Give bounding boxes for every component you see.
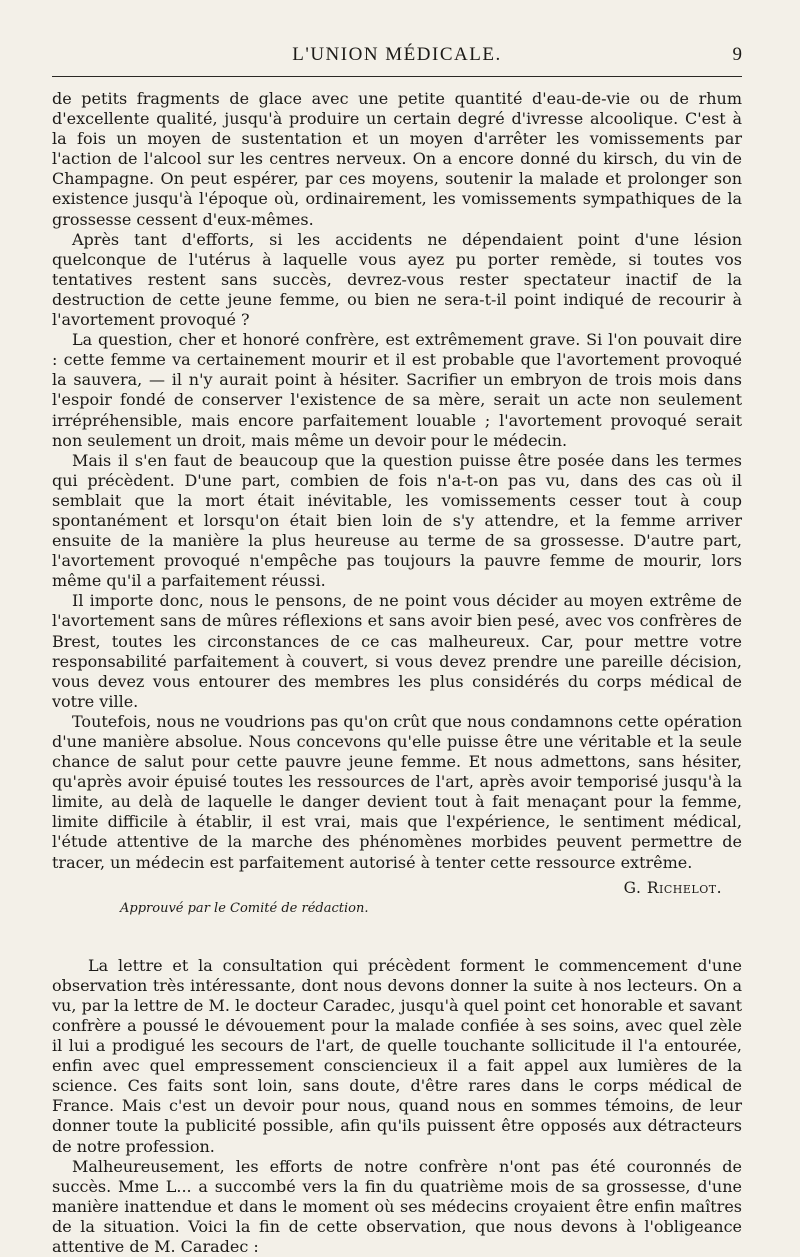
page-number: 9 bbox=[732, 44, 742, 65]
paragraph-7: La lettre et la consultation qui précèdent forment le commencement d'une observation très intéressante, dont nous devons donner la suite à nos lecteurs. On a vu, par la lettre de M. le docteur Caradec, jusqu'à quel point cet honorable et savant confrère a poussé le dévouement pour la malade confiée à ses soins, avec quel zèle il lui a prodigué les secours de l'art, de quelle touchante sollicitude il l'a entourée, enfin avec quel empressement consciencieux il a fait appel aux lumières de la science. Ces faits sont loin, sans doute, d'être rares dans le corps médical de France. Mais c'est un devoir pour nous, quand nous en sommes témoins, de leur donner toute la publicité possible, afin qu'ils puissent être opposés aux détracteurs de notre profession. bbox=[52, 955, 742, 1156]
paragraph-5: Il importe donc, nous le pensons, de ne point vous décider au moyen extrême de l'avortement sans de mûres réflexions et sans avoir bien pesé, avec vos confrères de Brest, toutes les circonstances de ce cas malheureux. Car, pour mettre votre responsabilité parfaitement à couvert, si vous devez prendre une pareille décision, vous devez vous entourer des membres les plus considérés du corps médical de votre ville. bbox=[52, 591, 742, 711]
paragraph-3: La question, cher et honoré confrère, est extrêmement grave. Si l'on pouvait dire : cette femme va certainement mourir et il est probable que l'avortement provoqué la sauvera, — il n'y aurait point à hésiter. Sacrifier un embryon de trois mois dans l'espoir fondé de conserver l'existence de sa mère, serait un acte non seulement irrépréhensible, mais encore parfaitement louable ; l'avortement provoqué serait non seulement un droit, mais même un devoir pour le médecin. bbox=[52, 330, 742, 450]
paragraph-4: Mais il s'en faut de beaucoup que la question puisse être posée dans les termes qui précèdent. D'une part, combien de fois n'a-t-on pas vu, dans des cas où il semblait que la mort était inévitable, les vomissements cesser tout à coup spontanément et lorsqu'on était bien loin de s'y attendre, et la femme arriver ensuite de la manière la plus heureuse au terme de sa grossesse. D'autre part, l'avortement provoqué n'empêche pas toujours la pauvre femme de mourir, lors même qu'il a parfaitement réussi. bbox=[52, 450, 742, 591]
signature: G. Richelot. bbox=[623, 878, 722, 897]
paragraph-2: Après tant d'efforts, si les accidents ne dépendaient point d'une lésion quelconque de l'utérus à laquelle vous ayez pu porter remède, si toutes vos tentatives restent sans succès, devrez-vous rester spectateur inactif de la destruction de cette jeune femme, ou bien ne sera-t-il point indiqué de recourir à l'avortement provoqué ? bbox=[52, 229, 742, 330]
paragraph-1: de petits fragments de glace avec une petite quantité d'eau-de-vie ou de rhum d'excellente qualité, jusqu'à produire un certain degré d'ivresse alcoolique. C'est à la fois un moyen de sustentation et un moyen d'arrêter les vomissements par l'action de l'alcool sur les centres nerveux. On a encore donné du kirsch, du vin de Champagne. On peut espérer, par ces moyens, soutenir la malade et prolonger son existence jusqu'à l'époque où, ordinairement, les vomissements sympathiques de la grossesse cessent d'eux-mêmes. bbox=[52, 89, 742, 229]
approval-note: Approuvé par le Comité de rédaction. bbox=[120, 900, 369, 916]
paragraph-6: Toutefois, nous ne voudrions pas qu'on crût que nous condamnons cette opération d'une manière absolue. Nous concevons qu'elle puisse être une véritable et la seule chance de salut pour cette pauvre jeune femme. Et nous admettons, sans hésiter, qu'après avoir épuisé toutes les ressources de l'art, après avoir temporisé jusqu'à la limite, au delà de laquelle le danger devient tout à fait menaçant pour la femme, limite difficile à établir, il est vrai, mais que l'expérience, le sentiment médical, l'étude attentive de la marche des phénomènes morbides peuvent permettre de tracer, un médecin est parfaitement autorisé à tenter cette ressource extrême. bbox=[52, 711, 742, 872]
document-page bbox=[52, 40, 742, 1257]
running-head: L'UNION MÉDICALE. bbox=[292, 44, 502, 65]
section-gap bbox=[52, 916, 742, 956]
page-header bbox=[52, 40, 742, 66]
paragraph-8: Malheureusement, les efforts de notre confrère n'ont pas été couronnés de succès. Mme L... a succombé vers la fin du quatrième mois de sa grossesse, d'une manière inattendue et dans le moment où ses médecins croyaient être enfin maîtres de la situation. Voici la fin de cette observation, que nous devons à l'obligeance attentive de M. Caradec : bbox=[52, 1156, 742, 1256]
header-rule bbox=[52, 76, 742, 77]
